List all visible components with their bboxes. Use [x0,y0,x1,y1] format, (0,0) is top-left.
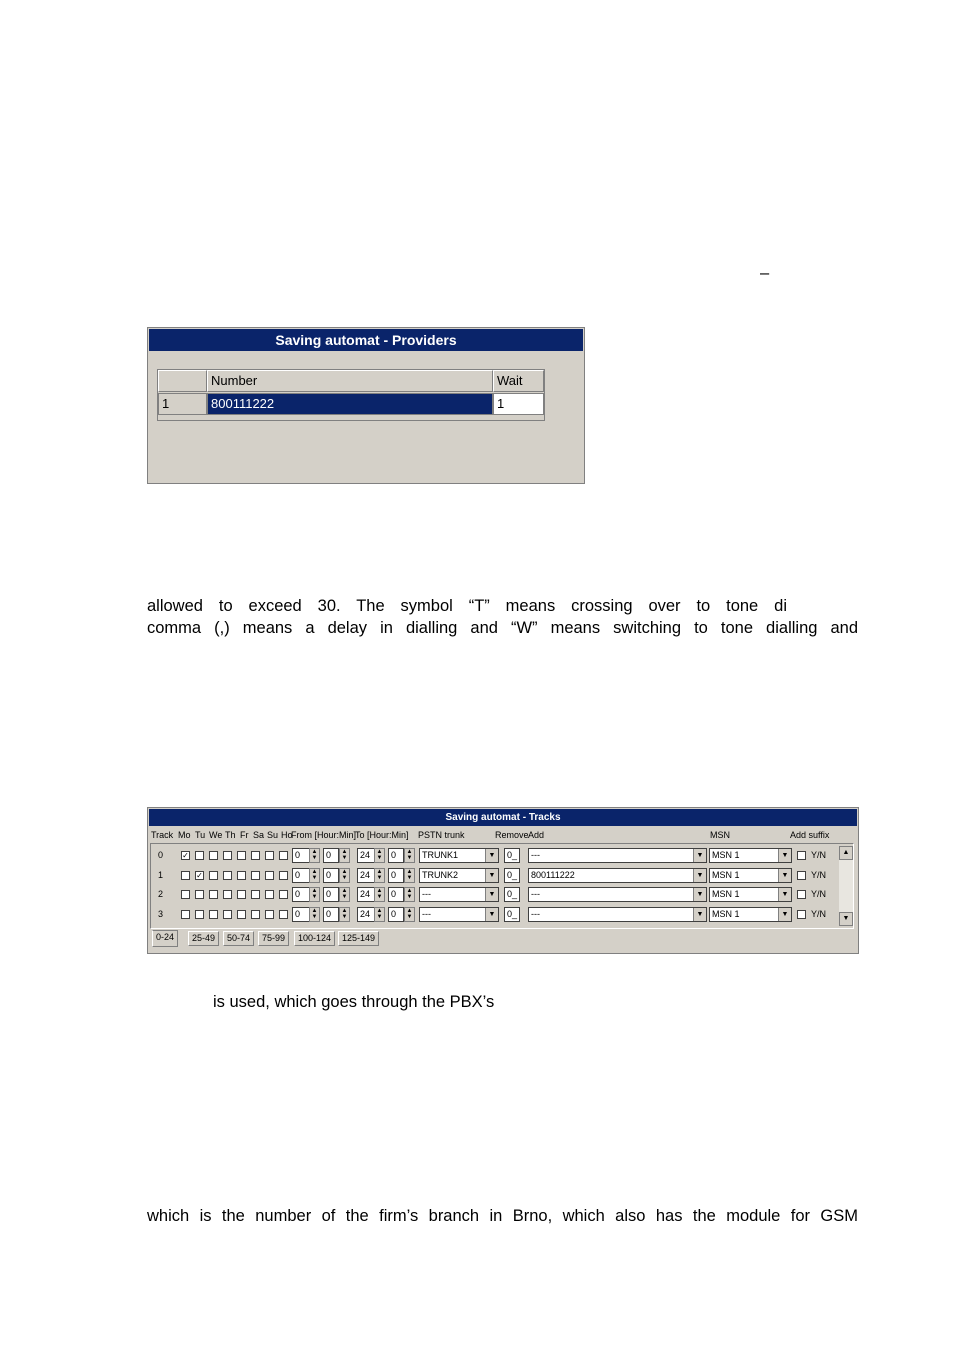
day-checkbox[interactable] [279,871,288,880]
from-hour-field[interactable]: 0 [292,848,310,863]
spinner-icon[interactable]: ▲ ▼ [374,907,385,922]
vertical-scrollbar[interactable] [839,846,853,926]
chevron-down-icon[interactable]: ▼ [693,908,706,921]
hdr-msn: MSN [710,830,730,840]
chevron-down-icon[interactable]: ▼ [778,849,791,862]
day-checkbox[interactable] [209,851,218,860]
day-checkbox[interactable] [251,910,260,919]
chevron-down-icon[interactable]: ▼ [485,888,498,901]
scroll-up-icon[interactable]: ▲ [839,846,853,860]
day-checkbox[interactable] [181,910,190,919]
suffix-label: Y/N [811,889,827,899]
pstn-trunk-select[interactable]: --- ▼ [419,887,499,902]
spinner-icon[interactable]: ▲ ▼ [309,907,320,922]
day-checkbox[interactable] [223,910,232,919]
spinner-icon[interactable]: ▲ ▼ [374,848,385,863]
chevron-down-icon[interactable]: ▼ [485,908,498,921]
chevron-down-icon[interactable]: ▼ [693,888,706,901]
to-hour-field[interactable]: 24 [357,868,375,883]
spinner-icon[interactable]: ▲ ▼ [374,868,385,883]
track-number: 3 [158,908,164,919]
suffix-checkbox[interactable] [797,910,806,919]
to-hour-field[interactable]: 24 [357,887,375,902]
scroll-down-icon[interactable]: ▼ [839,912,853,926]
chevron-down-icon[interactable]: ▼ [693,869,706,882]
from-hour-field[interactable]: 0 [292,887,310,902]
providers-window [147,327,585,484]
from-hour-field[interactable]: 0 [292,907,310,922]
remove-field[interactable]: 0_ [504,907,520,922]
suffix-label: Y/N [811,850,827,860]
day-checkbox[interactable] [195,851,204,860]
spinner-icon[interactable]: ▲ ▼ [309,887,320,902]
to-min-field[interactable]: 0 [388,848,404,863]
spinner-icon[interactable]: ▲ ▼ [404,868,415,883]
spinner-icon[interactable]: ▲ ▼ [339,868,350,883]
day-checkbox[interactable] [237,890,246,899]
add-select[interactable]: --- ▼ [528,848,707,863]
tab-range[interactable]: 0-24 [152,930,178,947]
spinner-icon[interactable]: ▲ ▼ [309,848,320,863]
providers-row-index: 1 [158,393,207,415]
pstn-trunk-select[interactable]: TRUNK2 ▼ [419,868,499,883]
day-checkbox[interactable] [223,851,232,860]
suffix-label: Y/N [811,869,827,880]
day-checkbox[interactable] [195,890,204,899]
pstn-trunk-select[interactable]: --- ▼ [419,907,499,922]
day-checkbox[interactable] [237,871,246,880]
track-number: 1 [158,869,164,880]
day-checkbox[interactable] [279,910,288,919]
add-select[interactable]: --- ▼ [528,907,707,922]
hdr-fr: Fr [240,830,249,840]
hdr-remove: Remove [495,830,529,840]
remove-field[interactable]: 0_ [504,848,520,863]
tab-range[interactable]: 50-74 [223,931,254,946]
remove-field[interactable]: 0_ [504,887,520,902]
from-min-field[interactable]: 0 [323,848,339,863]
day-checkbox[interactable] [195,910,204,919]
chevron-down-icon[interactable]: ▼ [485,869,498,882]
day-checkbox[interactable] [265,851,274,860]
providers-col-wait[interactable]: Wait [493,370,544,392]
hdr-ho: Ho [281,830,293,840]
tab-range[interactable]: 125-149 [338,931,379,946]
remove-field[interactable]: 0_ [504,868,520,883]
tracks-title: Saving automat - Tracks [149,809,857,826]
track-number: 2 [158,889,164,899]
spinner-icon[interactable]: ▲ ▼ [339,887,350,902]
day-checkbox[interactable] [251,851,260,860]
hdr-th: Th [225,830,236,840]
day-checkbox[interactable] [265,890,274,899]
hdr-to: To [Hour:Min] [355,830,409,840]
spinner-icon[interactable]: ▲ ▼ [404,848,415,863]
msn-select[interactable]: MSN 1 ▼ [709,907,792,922]
hdr-tu: Tu [195,830,206,840]
chevron-down-icon[interactable]: ▼ [485,849,498,862]
providers-col-index [158,370,207,392]
tracks-grid [150,843,854,929]
table-row [151,846,841,866]
from-min-field[interactable]: 0 [323,887,339,902]
hdr-mo: Mo [178,830,191,840]
track-number: 0 [158,850,164,860]
hdr-track: Track [151,830,174,840]
hdr-suffix: Add suffix [790,830,830,840]
chevron-down-icon[interactable]: ▼ [778,888,791,901]
day-checkbox[interactable] [223,871,232,880]
msn-select[interactable]: MSN 1 ▼ [709,848,792,863]
chevron-down-icon[interactable]: ▼ [778,869,791,882]
day-checkbox[interactable] [209,871,218,880]
hdr-add: Add [528,830,545,840]
from-hour-field[interactable]: 0 [292,868,310,883]
suffix-checkbox[interactable] [797,871,806,880]
hdr-from: From [Hour:Min] [291,830,357,840]
day-checkbox[interactable] [237,910,246,919]
spinner-icon[interactable]: ▲ ▼ [404,887,415,902]
providers-row-number[interactable]: 800111222 [207,393,493,415]
hdr-su: Su [267,830,279,840]
tracks-window [147,807,859,954]
table-row [151,866,841,886]
providers-row-wait[interactable]: 1 [493,393,544,415]
day-checkbox[interactable] [265,871,274,880]
to-hour-field[interactable]: 24 [357,907,375,922]
table-row [151,885,841,905]
suffix-checkbox[interactable] [797,851,806,860]
dash-mark: – [760,264,770,282]
to-hour-field[interactable]: 24 [357,848,375,863]
day-checkbox[interactable] [209,890,218,899]
day-checkbox[interactable] [181,890,190,899]
spinner-icon[interactable]: ▲ ▼ [339,848,350,863]
to-min-field[interactable]: 0 [388,868,404,883]
day-checkbox[interactable] [251,871,260,880]
day-checkbox[interactable] [209,910,218,919]
hdr-sa: Sa [253,830,265,840]
day-checkbox[interactable]: ✓ [182,851,189,860]
day-checkbox[interactable] [223,890,232,899]
day-checkbox[interactable] [279,890,288,899]
tab-range[interactable]: 75-99 [258,931,289,946]
spinner-icon[interactable]: ▲ ▼ [404,907,415,922]
providers-title: Saving automat - Providers [149,329,583,351]
paragraph-line: is used, which goes through the PBX’s [213,993,495,1011]
add-select[interactable]: --- ▼ [528,887,707,902]
suffix-checkbox[interactable] [797,890,806,899]
to-min-field[interactable]: 0 [388,907,404,922]
providers-col-number[interactable]: Number [207,370,493,392]
day-checkbox[interactable]: ✓ [196,870,203,880]
paragraph-line: allowed to exceed 30. The symbol “T” means crossing over to tone di [147,597,787,615]
tab-range[interactable]: 100-124 [294,931,335,946]
chevron-down-icon[interactable]: ▼ [693,849,706,862]
pstn-trunk-select[interactable]: TRUNK1 ▼ [419,848,499,863]
tab-range[interactable]: 25-49 [188,931,219,946]
suffix-label: Y/N [811,908,827,919]
msn-select[interactable]: MSN 1 ▼ [709,887,792,902]
from-min-field[interactable]: 0 [323,868,339,883]
day-checkbox[interactable] [265,910,274,919]
add-select[interactable]: 800111222 ▼ [528,868,707,883]
hdr-pstn: PSTN trunk [418,830,465,840]
spinner-icon[interactable]: ▲ ▼ [374,887,385,902]
day-checkbox[interactable] [279,851,288,860]
day-checkbox[interactable] [237,851,246,860]
day-checkbox[interactable] [181,871,190,880]
table-row [151,905,841,925]
day-checkbox[interactable] [251,890,260,899]
paragraph-line: which is the number of the firm’s branch in Brno, which also has the module for GSM [147,1207,858,1225]
to-min-field[interactable]: 0 [388,887,404,902]
spinner-icon[interactable]: ▲ ▼ [339,907,350,922]
hdr-we: We [209,830,223,840]
chevron-down-icon[interactable]: ▼ [778,908,791,921]
msn-select[interactable]: MSN 1 ▼ [709,868,792,883]
paragraph-line: comma (,) means a delay in dialling and “W” means switching to tone dialling and [147,619,858,637]
from-min-field[interactable]: 0 [323,907,339,922]
spinner-icon[interactable]: ▲ ▼ [309,868,320,883]
